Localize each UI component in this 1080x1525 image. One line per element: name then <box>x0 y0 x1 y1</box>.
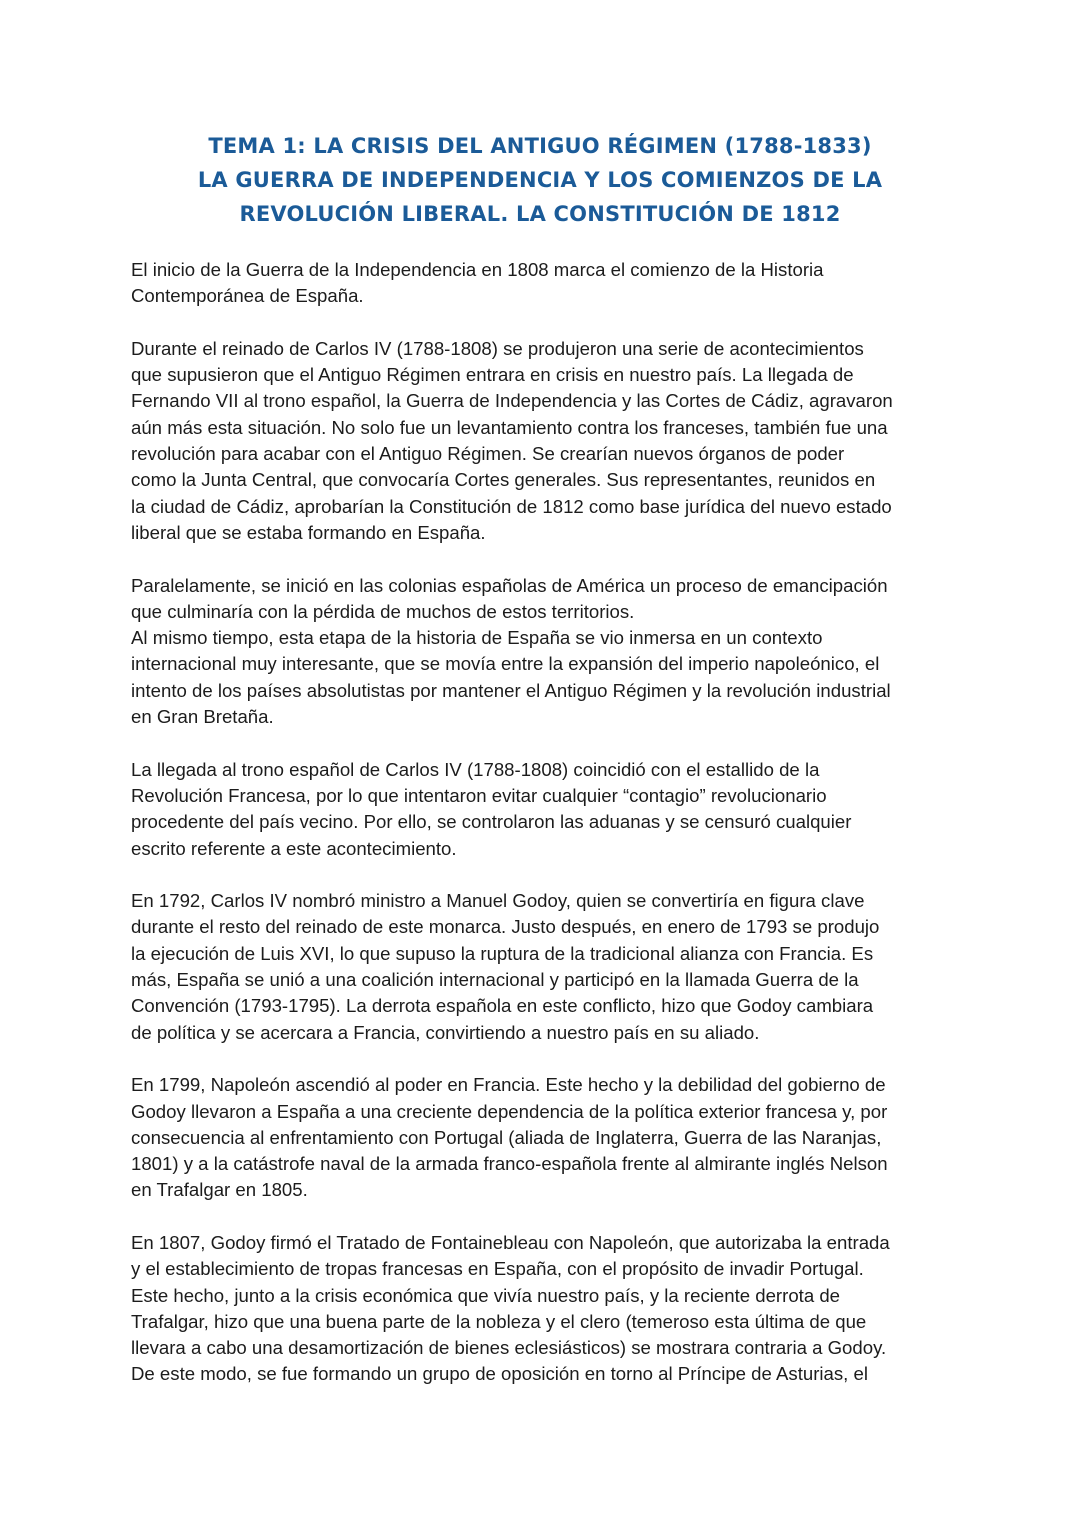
paragraph <box>131 257 961 310</box>
paragraph-line: Al mismo tiempo, esta etapa de la historia de España se vio inmersa en un contexto <box>131 627 823 649</box>
paragraph-line: consecuencia al enfrentamiento con Portugal (aliada de Inglaterra, Guerra de las Naranjas, <box>131 1126 882 1148</box>
paragraph-line: La llegada al trono español de Carlos IV (1788-1808) coincidió con el estallido de la <box>131 758 820 780</box>
paragraph-line: Godoy llevaron a España a una creciente dependencia de la política exterior francesa y, por <box>131 1100 888 1122</box>
paragraph <box>131 888 961 1046</box>
paragraph-line: durante el resto del reinado de este monarca. Justo después, en enero de 1793 se produjo <box>131 916 880 938</box>
paragraph <box>131 573 961 626</box>
paragraph-line: procedente del país vecino. Por ello, se controlaron las aduanas y se censuró cualquier <box>131 811 852 833</box>
paragraph-line: El inicio de la Guerra de la Independencia en 1808 marca el comienzo de la Historia <box>131 259 824 280</box>
paragraph-line: Revolución Francesa, por lo que intentaron evitar cualquier “contagio” revolucionario <box>131 784 827 806</box>
paragraph-line: revolución para acabar con el Antiguo Régimen. Se crearían nuevos órganos de poder <box>131 443 845 465</box>
paragraph-line: llevara a cabo una desamortización de bienes eclesiásticos) se mostrara contraria a Godoy. <box>131 1337 887 1359</box>
paragraph-line: aún más esta situación. No solo fue un levantamiento contra los franceses, también fue una <box>131 416 888 438</box>
paragraph-line: De este modo, se fue formando un grupo de oposición en torno al Príncipe de Asturias, el <box>131 1363 868 1385</box>
paragraph-line: 1801) y a la catástrofe naval de la armada franco-española frente al almirante inglés Nelson <box>131 1153 888 1175</box>
paragraph-line: En 1792, Carlos IV nombró ministro a Manuel Godoy, quien se convertiría en figura clave <box>131 890 865 912</box>
paragraph-line: En 1799, Napoleón ascendió al poder en Francia. Este hecho y la debilidad del gobierno de <box>131 1074 886 1096</box>
paragraph <box>131 625 961 730</box>
paragraph-line: en Trafalgar en 1805. <box>131 1179 308 1201</box>
paragraph-line: Este hecho, junto a la crisis económica que vivía nuestro país, y la reciente derrota de <box>131 1284 841 1306</box>
paragraph-line: Trafalgar, hizo que una buena parte de la nobleza y el clero (temeroso esta última de que <box>131 1310 867 1332</box>
paragraph <box>131 1230 961 1388</box>
paragraph-line: de política y se acercara a Francia, convirtiendo a nuestro país en su aliado. <box>131 1021 760 1043</box>
paragraph-line: liberal que se estaba formando en España. <box>131 521 486 543</box>
paragraph-line: más, España se unió a una coalición internacional y participó en la llamada Guerra de la <box>131 969 859 991</box>
paragraph-line: y el establecimiento de tropas francesas en España, con el propósito de invadir Portugal. <box>131 1258 864 1280</box>
paragraph-line: que culminaría con la pérdida de muchos de estos territorios. <box>131 600 635 622</box>
title-line: LA GUERRA DE INDEPENDENCIA Y LOS COMIENZOS DE LA <box>197 168 883 192</box>
paragraph-line: intento de los países absolutistas por mantener el Antiguo Régimen y la revolución industrial <box>131 679 891 701</box>
paragraph-line: Contemporánea de España. <box>131 285 364 307</box>
paragraph-line: la ejecución de Luis XVI, lo que supuso la ruptura de la tradicional alianza con Francia. Es <box>131 942 874 964</box>
paragraph-line: como la Junta Central, que convocaría Cortes generales. Sus representantes, reunidos en <box>131 469 876 491</box>
paragraph-line: en Gran Bretaña. <box>131 706 274 728</box>
paragraph <box>131 757 961 862</box>
paragraph-line: internacional muy interesante, que se movía entre la expansión del imperio napoleónico, el <box>131 653 880 675</box>
title-line: TEMA 1: LA CRISIS DEL ANTIGUO RÉGIMEN (1788-1833) <box>208 134 872 158</box>
document-body <box>131 257 961 1414</box>
paragraph-line: que supusieron que el Antiguo Régimen entrara en crisis en nuestro país. La llegada de <box>131 364 854 386</box>
paragraph <box>131 1072 961 1203</box>
paragraph-line: escrito referente a este acontecimiento. <box>131 837 457 859</box>
document-title <box>0 129 1080 231</box>
paragraph-line: la ciudad de Cádiz, aprobarían la Constitución de 1812 como base jurídica del nuevo estado <box>131 495 892 517</box>
title-line: REVOLUCIÓN LIBERAL. LA CONSTITUCIÓN DE 1812 <box>239 202 841 226</box>
paragraph <box>131 336 961 546</box>
paragraph-line: Paralelamente, se inició en las colonias españolas de América un proceso de emancipación <box>131 574 888 596</box>
paragraph-line: Fernando VII al trono español, la Guerra de Independencia y las Cortes de Cádiz, agravaron <box>131 390 893 412</box>
paragraph-line: En 1807, Godoy firmó el Tratado de Fontainebleau con Napoleón, que autorizaba la entrada <box>131 1231 890 1253</box>
paragraph-line: Durante el reinado de Carlos IV (1788-1808) se produjeron una serie de acontecimientos <box>131 337 864 359</box>
paragraph-line: Convención (1793-1795). La derrota española en este conflicto, hizo que Godoy cambiara <box>131 995 874 1017</box>
